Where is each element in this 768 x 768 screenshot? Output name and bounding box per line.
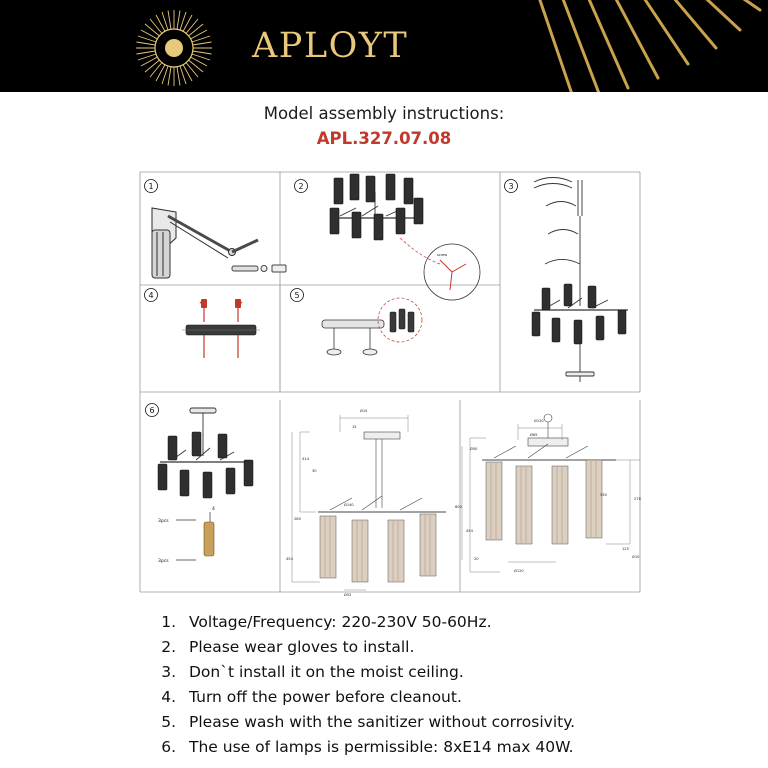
step-number-2: 2 [298, 182, 304, 191]
list-item-text: Don`t install it on the moist ceiling. [189, 663, 464, 681]
step2-chandelier-wiring [330, 174, 480, 300]
step5-ceiling-plate [322, 298, 422, 355]
dimension-label: 414 [302, 457, 309, 461]
list-item [150, 660, 750, 685]
dimension-label: Ø52 [344, 593, 352, 597]
dimension-label: Ø65 [530, 433, 538, 437]
list-item-text: Turn off the power before cleanout. [189, 688, 462, 706]
technical-drawing-side [455, 414, 642, 573]
step3-rod-suspension [532, 178, 628, 383]
brand-name: APLOYT [252, 26, 409, 66]
list-item [150, 610, 750, 635]
list-item-number: 3. [161, 663, 176, 681]
list-item-number: 6. [161, 738, 176, 756]
header-band [0, 0, 768, 92]
dimension-label: Ø10 [632, 555, 640, 559]
list-item-number: 2. [161, 638, 176, 656]
dimension-label: 454 [286, 557, 293, 561]
list-item [150, 735, 750, 760]
list-item [150, 635, 750, 660]
dimension-label: 30 [312, 469, 317, 473]
dimension-label: Ø140 [344, 503, 354, 507]
step-number-3: 3 [508, 182, 514, 191]
technical-drawing-front [286, 408, 446, 597]
list-item-text: The use of lamps is permissible: 8xE14 max 40W. [189, 738, 574, 756]
step6-final-assembly [158, 408, 253, 564]
dimension-label: 454 [466, 529, 473, 533]
step-number-1: 1 [148, 182, 154, 191]
assembly-diagram [0, 160, 768, 600]
dimension-label: 278 [634, 497, 641, 501]
dimension-label: 330 [600, 493, 607, 497]
step-number-6: 6 [149, 406, 155, 415]
dimension-label: 20 [474, 557, 479, 561]
step4-terminal-block [182, 299, 260, 358]
list-item-text: Voltage/Frequency: 220-230V 50-60Hz. [189, 613, 492, 631]
dimension-label: Ø15 [360, 409, 368, 413]
fan-rays-icon [488, 0, 768, 92]
list-item-number: 1. [161, 613, 176, 631]
step-number-5: 5 [294, 291, 300, 300]
dimension-label: Ø50 [470, 447, 478, 451]
part-count-label: 3pcs [158, 559, 169, 564]
list-item-text: Please wash with the sanitizer without corrosivity. [189, 713, 576, 731]
part-count-label: 3pcs [158, 519, 169, 524]
page-title: Model assembly instructions: [263, 104, 505, 123]
dimension-label: 125 [622, 547, 629, 551]
model-code: APL.327.07.08 [316, 129, 452, 148]
list-item-number: 4. [161, 688, 176, 706]
list-item [150, 685, 750, 710]
instructions-list [150, 610, 750, 760]
list-item [150, 710, 750, 735]
list-item-text: Please wear gloves to install. [189, 638, 415, 656]
step-number-4: 4 [148, 291, 154, 300]
dimension-label: Ø120 [514, 569, 524, 573]
dimension-label: 260 [294, 517, 301, 521]
svg-text:4: 4 [212, 507, 215, 512]
sunburst-logo-icon [134, 8, 214, 88]
dimension-label: Ø120 [534, 419, 544, 423]
dimension-label: 15 [352, 425, 357, 429]
list-item-number: 5. [161, 713, 176, 731]
step1-bracket-arm [152, 208, 286, 278]
dimension-label: 600 [455, 505, 462, 509]
svg-text:screw: screw [437, 253, 448, 257]
